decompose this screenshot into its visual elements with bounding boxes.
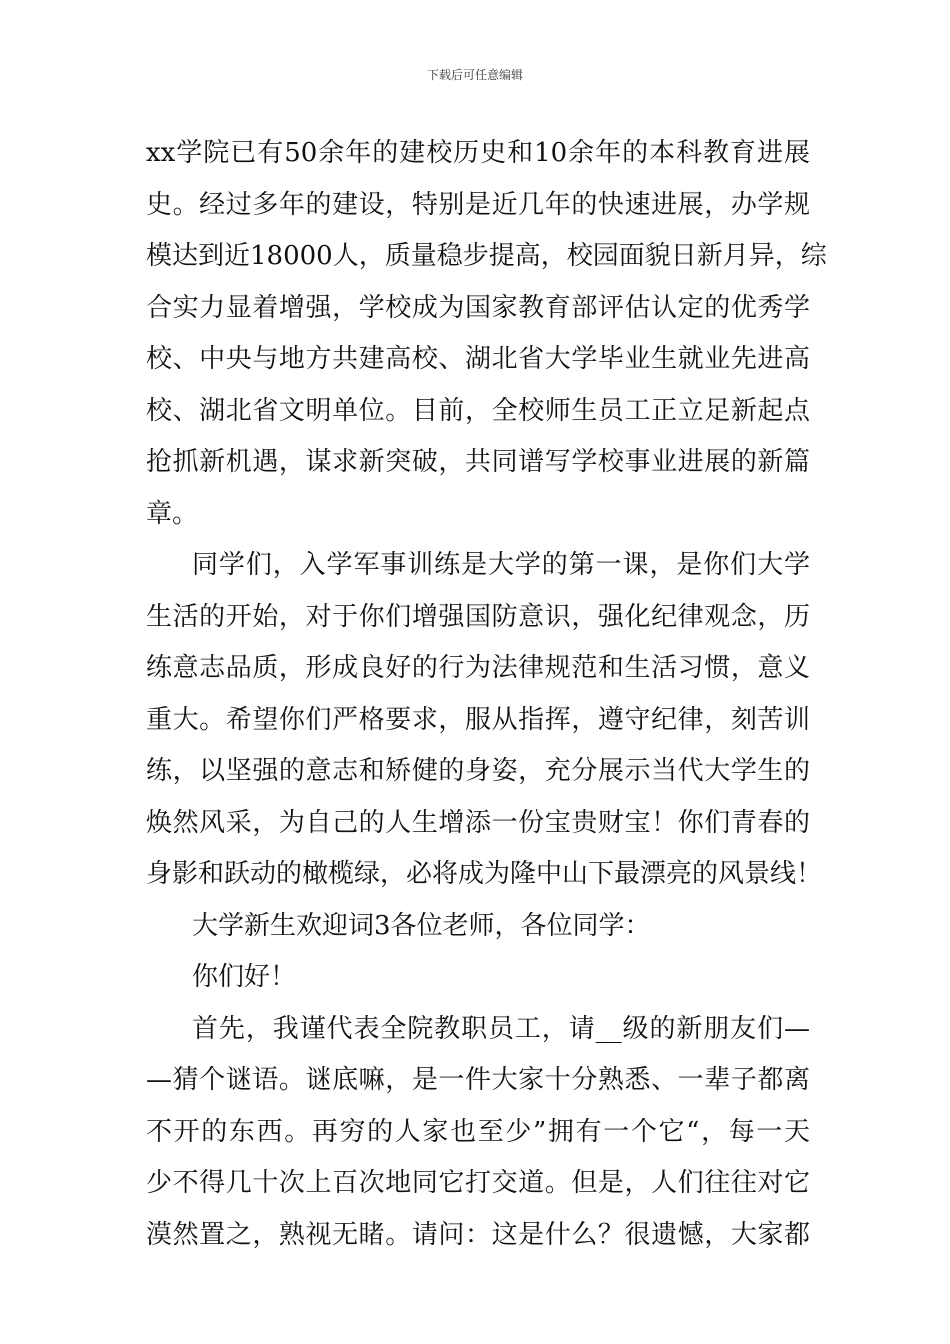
text-line: 史。经过多年的建设，特别是近几年的快速进展，办学规 xyxy=(146,189,810,220)
text-line: 模达到近18000人，质量稳步提高，校园面貌日新月异，综 xyxy=(146,241,827,271)
document-body xyxy=(146,128,827,1261)
paragraph-first-line: 你们好！ xyxy=(192,962,297,992)
text-line: 校、中央与地方共建高校、湖北省大学毕业生就业先进高 xyxy=(146,344,810,374)
text-line: 练，以坚强的意志和矫健的身姿，充分展示当代大学生的 xyxy=(146,756,810,786)
page-header-note: 下载后可任意编辑 xyxy=(426,68,523,82)
text-line: 漠然置之，熟视无睹。请问：这是什么？很遗憾，大家都 xyxy=(146,1219,810,1250)
text-line: 焕然风采，为自己的人生增添一份宝贵财宝！你们青春的 xyxy=(146,807,810,838)
text-line: 不开的东西。再穷的人家也至少”拥有一个它“，每一天 xyxy=(146,1116,810,1147)
text-line: 章。 xyxy=(146,498,199,529)
text-line: 练意志品质，形成良好的行为法律规范和生活习惯，意义 xyxy=(146,653,810,683)
text-line: 身影和跃动的橄榄绿，必将成为隆中山下最漂亮的风景线！ xyxy=(146,859,823,889)
text-line: —猜个谜语。谜底嘛，是一件大家十分熟悉、一辈子都离 xyxy=(146,1065,810,1095)
text-line: 校、湖北省文明单位。目前，全校师生员工正立足新起点 xyxy=(146,395,810,426)
text-line: 重大。希望你们严格要求，服从指挥，遵守纪律，刻苦训 xyxy=(146,704,810,735)
paragraph-first-line: 首先，我谨代表全院教职员工，请__级的新朋友们— xyxy=(192,1013,810,1044)
paragraph-first-line: 大学新生欢迎词3各位老师，各位同学： xyxy=(192,910,651,941)
text-line: 少不得几十次上百次地同它打交道。但是，人们往往对它 xyxy=(146,1168,810,1198)
text-line: 生活的开始，对于你们增强国防意识，强化纪律观念，历 xyxy=(146,601,810,632)
text-line: 合实力显着增强，学校成为国家教育部评估认定的优秀学 xyxy=(146,292,810,323)
text-line: 抢抓新机遇，谋求新突破，共同谱写学校事业进展的新篇 xyxy=(146,447,810,477)
text-line: xx学院已有50余年的建校历史和10余年的本科教育进展 xyxy=(146,138,810,168)
paragraph-first-line: 同学们，入学军事训练是大学的第一课，是你们大学 xyxy=(192,550,810,580)
